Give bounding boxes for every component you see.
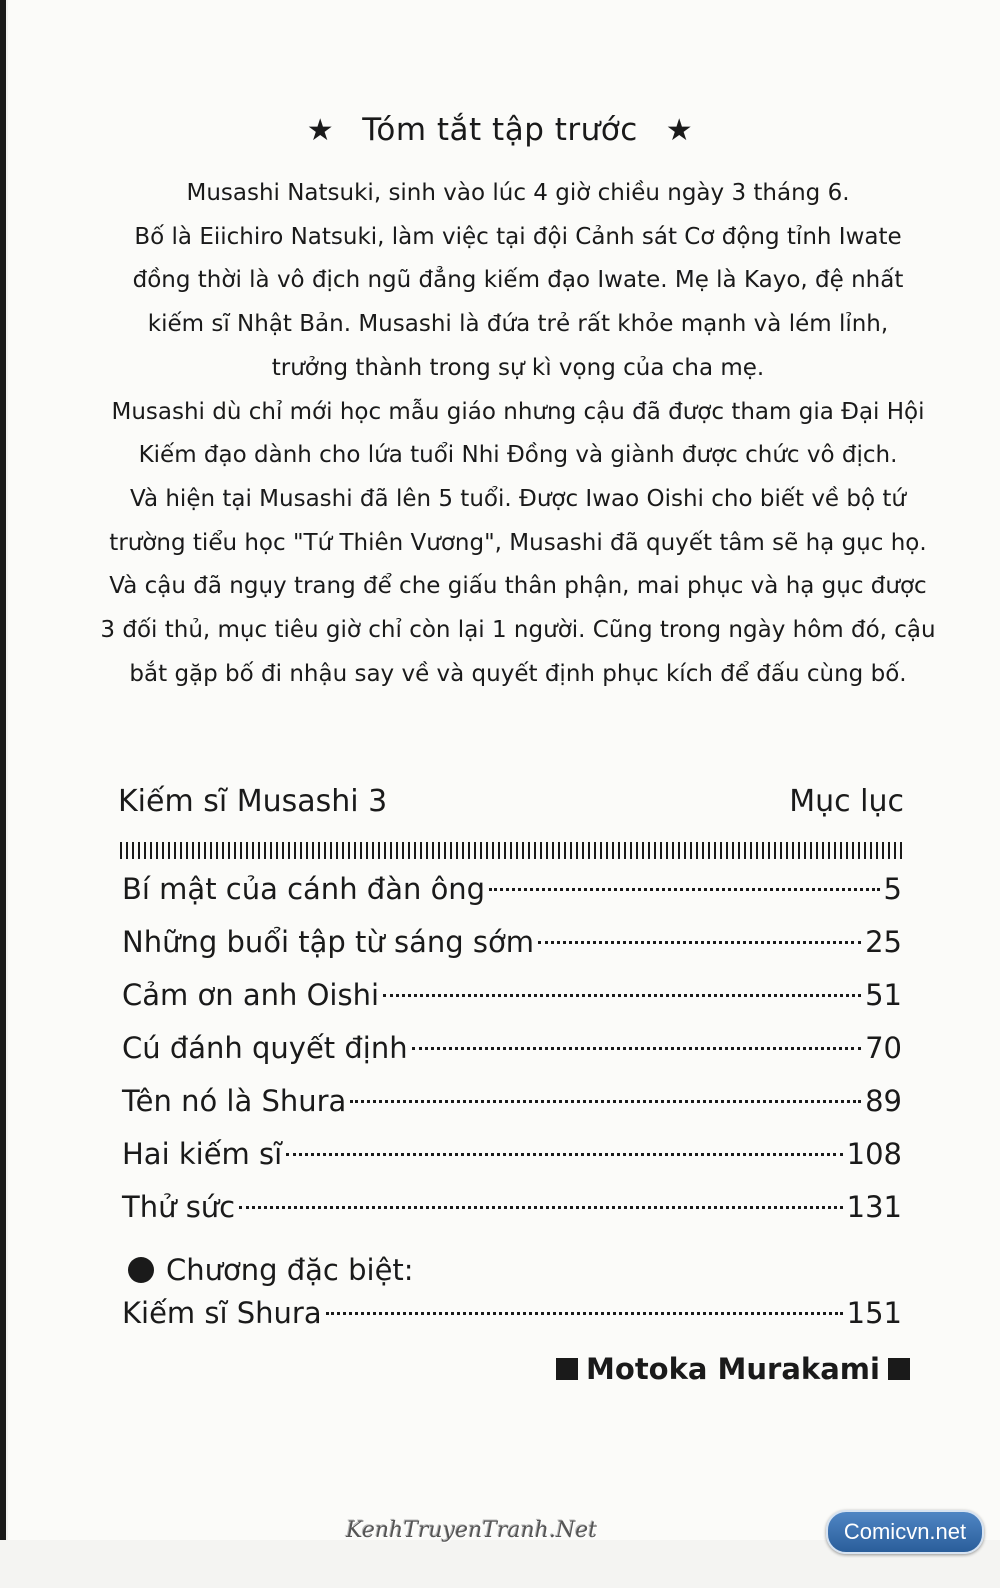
- toc-entry: [122, 1031, 902, 1084]
- book-title: Kiếm sĩ Musashi 3: [118, 784, 388, 819]
- author-credit: [556, 1352, 910, 1386]
- toc-entry-page: 25: [865, 925, 902, 959]
- toc-entry: [122, 1296, 902, 1349]
- summary-line: Kiếm đạo dành cho lứa tuổi Nhi Đồng và giành được chức vô địch.: [138, 442, 898, 469]
- toc-entry: [122, 1084, 902, 1137]
- toc-list: [122, 872, 902, 1349]
- toc-entry-title: Bí mật của cánh đàn ông: [122, 872, 486, 906]
- square-icon: [888, 1358, 910, 1380]
- summary-text: [100, 172, 936, 696]
- toc-entry: [122, 872, 902, 925]
- summary-line: trường tiểu học "Tứ Thiên Vương", Musashi đã quyết tâm sẽ hạ gục họ.: [109, 529, 927, 556]
- dot-leader: [286, 1153, 842, 1156]
- author-name: Motoka Murakami: [586, 1352, 880, 1386]
- summary-line: Musashi dù chỉ mới học mẫu giáo nhưng cậu đã được tham gia Đại Hội: [111, 398, 925, 425]
- comicvn-badge[interactable]: Comicvn.net: [826, 1510, 984, 1554]
- star-icon: ★: [665, 113, 694, 148]
- toc-entry-page: 51: [865, 978, 902, 1012]
- dot-leader: [383, 994, 861, 997]
- toc-entry-page: 151: [846, 1296, 902, 1330]
- toc-entry-title: Kiếm sĩ Shura: [122, 1296, 322, 1330]
- toc-entry-title: Những buổi tập từ sáng sớm: [122, 925, 534, 959]
- dot-leader: [538, 941, 861, 944]
- dot-leader: [350, 1100, 861, 1103]
- summary-line: bắt gặp bố đi nhậu say về và quyết định phục kích để đấu cùng bố.: [129, 660, 907, 687]
- toc-heading: Mục lục: [789, 784, 904, 819]
- square-icon: [556, 1358, 578, 1380]
- toc-entry: [122, 978, 902, 1031]
- special-chapter-label: Chương đặc biệt:: [166, 1252, 414, 1287]
- dot-leader: [412, 1047, 861, 1050]
- summary-line: Musashi Natsuki, sinh vào lúc 4 giờ chiều ngày 3 tháng 6.: [186, 180, 850, 206]
- toc-entry: [122, 925, 902, 978]
- toc-entry-title: Cảm ơn anh Oishi: [122, 978, 380, 1012]
- summary-line: 3 đối thủ, mục tiêu giờ chỉ còn lại 1 người. Cũng trong ngày hôm đó, cậu: [100, 617, 936, 644]
- toc-entry-page: 70: [865, 1031, 902, 1065]
- toc-entry-page: 5: [883, 872, 902, 906]
- site-watermark: KenhTruyenTranh.Net: [346, 1518, 597, 1543]
- dot-leader: [239, 1206, 843, 1209]
- toc-header: [118, 784, 904, 819]
- summary-line: trưởng thành trong sự kì vọng của cha mẹ.: [271, 354, 765, 381]
- dot-leader: [489, 888, 879, 891]
- bullet-icon: [128, 1257, 154, 1283]
- toc-entry-title: Hai kiếm sĩ: [122, 1137, 283, 1171]
- toc-entry: [122, 1190, 902, 1243]
- toc-entry-page: 89: [865, 1084, 902, 1118]
- summary-line: Bố là Eiichiro Natsuki, làm việc tại đội Cảnh sát Cơ động tỉnh Iwate: [134, 223, 902, 250]
- toc-entry-title: Tên nó là Shura: [122, 1084, 347, 1118]
- toc-entry: [122, 1137, 902, 1190]
- summary-title: [0, 112, 1000, 148]
- special-chapter-heading: [122, 1243, 902, 1296]
- star-icon: ★: [306, 113, 335, 148]
- toc-entry-page: 131: [846, 1190, 902, 1224]
- toc-entry-title: Cú đánh quyết định: [122, 1031, 408, 1065]
- summary-line: Và cậu đã ngụy trang để che giấu thân phận, mai phục và hạ gục được: [109, 573, 927, 600]
- toc-entry-title: Thử sức: [122, 1190, 236, 1224]
- toc-divider: [120, 842, 906, 859]
- toc-entry-page: 108: [846, 1137, 902, 1171]
- summary-line: Và hiện tại Musashi đã lên 5 tuổi. Được Iwao Oishi cho biết về bộ tứ: [130, 485, 906, 512]
- dot-leader: [326, 1312, 843, 1315]
- page-edge: [0, 0, 6, 1560]
- summary-title-text: Tóm tắt tập trước: [362, 112, 638, 148]
- summary-line: đồng thời là vô địch ngũ đẳng kiếm đạo Iwate. Mẹ là Kayo, đệ nhất: [132, 267, 904, 294]
- summary-line: kiếm sĩ Nhật Bản. Musashi là đứa trẻ rất khỏe mạnh và lém lỉnh,: [147, 311, 889, 338]
